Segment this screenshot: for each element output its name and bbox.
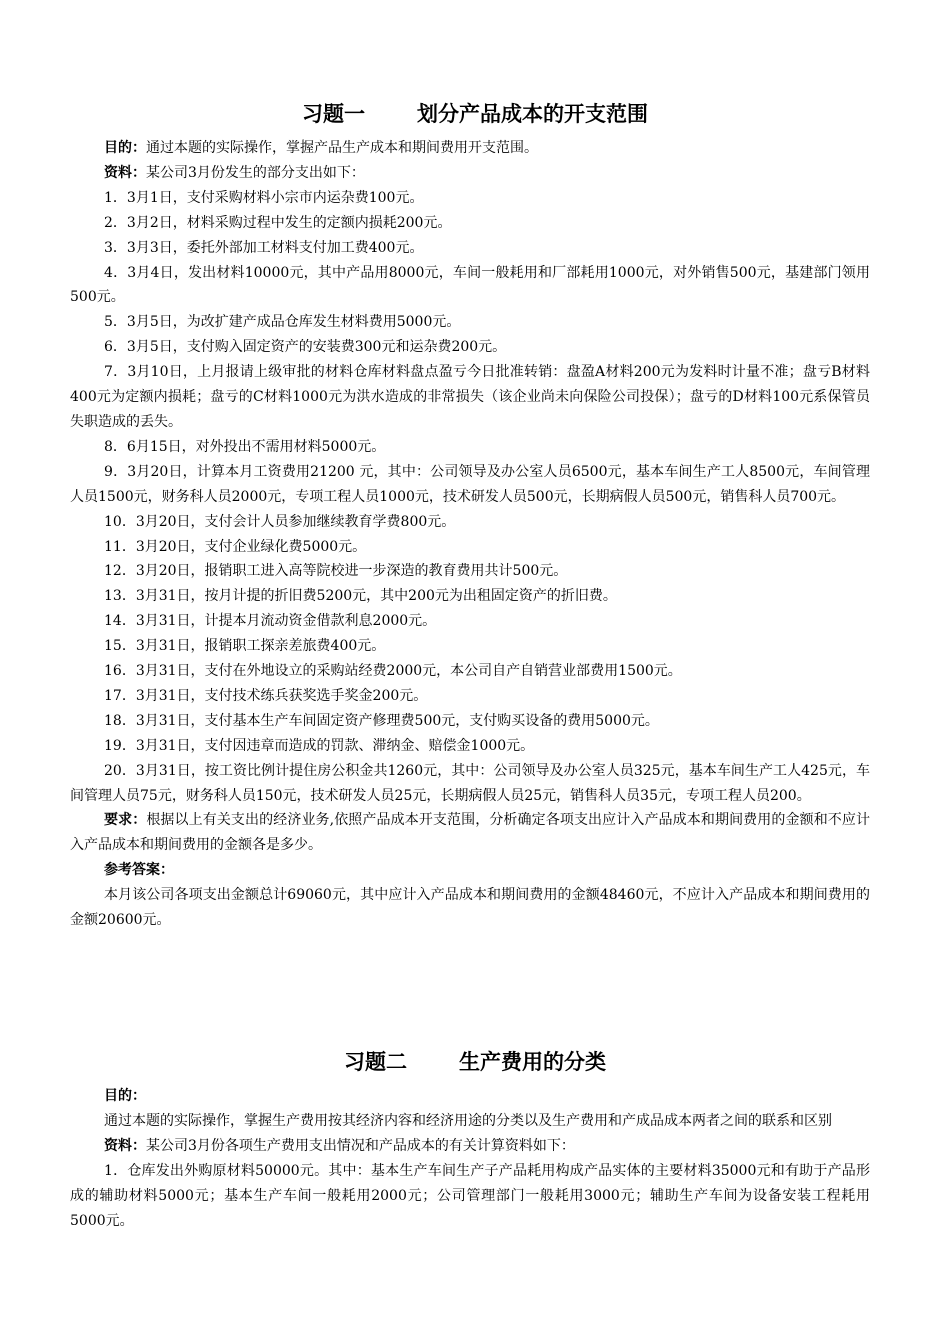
answer-label: 参考答案： bbox=[104, 862, 174, 879]
list-item: 13．3月31日，按月计提的折旧费5200元，其中200元为出租固定资产的折旧费。 bbox=[104, 588, 617, 605]
data-label: 资料： bbox=[104, 1137, 146, 1154]
answer-label-paragraph bbox=[70, 858, 870, 883]
purpose-label-paragraph bbox=[70, 1084, 870, 1109]
exercise-1-title bbox=[0, 98, 950, 128]
list-item: 15．3月31日，报销职工探亲差旅费400元。 bbox=[104, 638, 386, 655]
data-text: 某公司3月份发生的部分支出如下： bbox=[146, 164, 365, 181]
list-item: 12．3月20日，报销职工进入高等院校进一步深造的教育费用共计500元。 bbox=[104, 563, 568, 580]
exercise-1-number: 习题一 bbox=[302, 102, 365, 126]
list-item: 7．3月10日，上月报请上级审批的材料仓库材料盘点盈亏今日批准转销：盘盈A材料200元为发料时计量不准；盘亏B材料400元为定额内损耗；盘亏的C材料1000元为洪水造成的非常损失（该企业尚未向保险公司投保）；盘亏的D材料100元系保管员失职造成的丢失。 bbox=[70, 364, 870, 430]
list-item: 18．3月31日，支付基本生产车间固定资产修理费500元，支付购买设备的费用5000元。 bbox=[104, 712, 659, 729]
list-item: 1．3月1日，支付采购材料小宗市内运杂费100元。 bbox=[104, 189, 424, 206]
list-item: 3．3月3日，委托外部加工材料支付加工费400元。 bbox=[104, 239, 424, 256]
list-item: 14．3月31日，计提本月流动资金借款利息2000元。 bbox=[104, 613, 437, 630]
list-item: 20．3月31日，按工资比例计提住房公积金共1260元，其中：公司领导及办公室人员325元，基本车间生产工人425元，车间管理人员75元，财务科人员150元，技术研发人员25元，长期病假人员25元，销售科人员35元，专项工程人员200。 bbox=[70, 762, 870, 804]
list-item: 11．3月20日，支付企业绿化费5000元。 bbox=[104, 538, 367, 555]
data-text: 某公司3月份各项生产费用支出情况和产品成本的有关计算资料如下： bbox=[146, 1137, 575, 1154]
purpose-text: 通过本题的实际操作，掌握产品生产成本和期间费用开支范围。 bbox=[146, 140, 538, 156]
purpose-label: 目的： bbox=[104, 140, 146, 156]
list-item: 16．3月31日，支付在外地设立的采购站经费2000元，本公司自产自销营业部费用1500元。 bbox=[104, 663, 682, 680]
list-item: 8．6月15日，对外投出不需用材料5000元。 bbox=[104, 438, 386, 455]
exercise-2-body bbox=[70, 1084, 870, 1233]
exercise-2-title bbox=[0, 1046, 950, 1076]
exercise-1-heading: 划分产品成本的开支范围 bbox=[417, 102, 648, 126]
data-label: 资料： bbox=[104, 164, 146, 181]
list-item: 1．仓库发出外购原材料50000元。其中：基本生产车间生产子产品耗用构成产品实体的主要材料35000元和有助于产品形成的辅助材料5000元；基本生产车间一般耗用2000元；公司管理部门一般耗用3000元；辅助生产车间为设备安装工程耗用5000元。 bbox=[70, 1162, 870, 1229]
data-paragraph bbox=[70, 1134, 870, 1159]
list-item: 2．3月2日，材料采购过程中发生的定额内损耗200元。 bbox=[104, 214, 452, 231]
exercise-2-number: 习题二 bbox=[344, 1050, 407, 1074]
list-item: 19．3月31日，支付因违章而造成的罚款、滞纳金、赔偿金1000元。 bbox=[104, 737, 535, 754]
data-paragraph bbox=[70, 161, 870, 186]
requirement-paragraph bbox=[70, 808, 870, 858]
list-item: 17．3月31日，支付技术练兵获奖选手奖金200元。 bbox=[104, 687, 428, 704]
requirement-label: 要求： bbox=[104, 812, 147, 829]
answer-paragraph: 本月该公司各项支出金额总计69060元，其中应计入产品成本和期间费用的金额48460元，不应计入产品成本和期间费用的金额20600元。 bbox=[70, 887, 870, 929]
requirement-text: 根据以上有关支出的经济业务,依照产品成本开支范围，分析确定各项支出应计入产品成本和期间费用的金额和不应计入产品成本和期间费用的金额各是多少。 bbox=[70, 812, 870, 854]
list-item: 9．3月20日，计算本月工资费用21200 元，其中：公司领导及办公室人员6500元，基本车间生产工人8500元，车间管理人员1500元，财务科人员2000元，专项工程人员1000元，技术研发人员500元，长期病假人员500元，销售科人员700元。 bbox=[70, 463, 870, 505]
purpose-label: 目的： bbox=[104, 1088, 146, 1104]
exercise-1-body bbox=[70, 136, 870, 933]
list-item: 4．3月4日，发出材料10000元，其中产品用8000元，车间一般耗用和厂部耗用1000元，对外销售500元，基建部门领用500元。 bbox=[70, 264, 870, 306]
list-item: 5．3月5日，为改扩建产成品仓库发生材料费用5000元。 bbox=[104, 314, 461, 331]
exercise-2-heading: 生产费用的分类 bbox=[459, 1050, 606, 1074]
list-item: 6．3月5日，支付购入固定资产的安装费300元和运杂费200元。 bbox=[104, 339, 507, 356]
list-item: 10．3月20日，支付会计人员参加继续教育学费800元。 bbox=[104, 513, 456, 530]
purpose-paragraph bbox=[70, 136, 870, 161]
purpose-paragraph: 通过本题的实际操作，掌握生产费用按其经济内容和经济用途的分类以及生产费用和产成品成本两者之间的联系和区别 bbox=[104, 1112, 832, 1129]
